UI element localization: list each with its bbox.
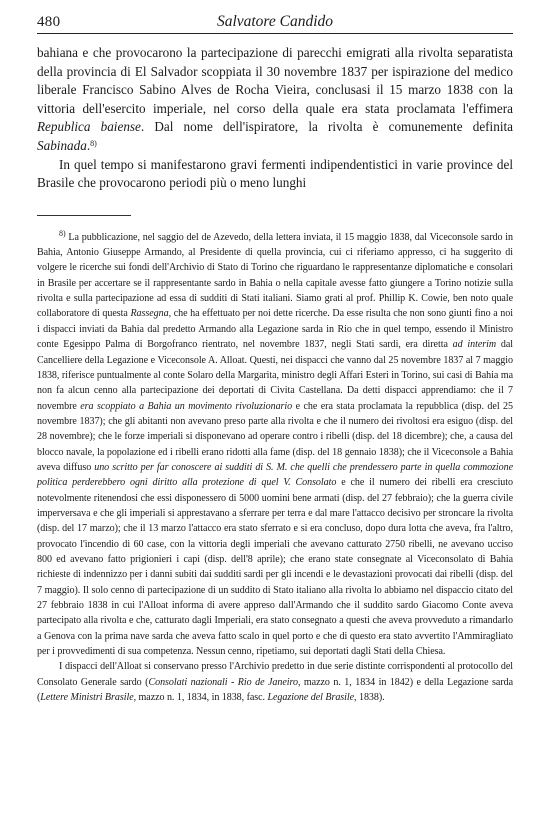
text-run: dal Cancelliere della Legazione e Viceconsole A. Alloat. Questi, nei dispacci che vanno dal 25 novembre 1837 al 7 maggio 1838, riferisce puntualmente al conte Solaro della Margarita, ministro degli Affari Esteri in Torino, sui casi di Bahia ma non fa alcun cenno alla partecipazione dei deportati di Civita Castellana. Da detti dispacci apprendiamo: che il 7 novembre	[37, 339, 513, 412]
running-head	[37, 13, 513, 34]
italic-text: Republica baiense	[37, 119, 141, 135]
footnote-separator	[37, 215, 131, 216]
text-run: e che il numero dei ribelli era cresciuto notevolmente ritenendosi che essi disponessero di 5000 uomini bene armati (disp. del 27 febbraio); che la guerra civile imperversava e che gli imperiali si apprestavano a sferrare per terra e dal mare l'attacco decisivo per stroncare la rivolta (disp. del 17 marzo); che il 13 marzo l'attacco era stato sferrato e si era concluso, dopo dura lotta che aveva, fra l'altro, provocato l'incendio di 60 case, con la vittoria degli imperiali che avevano catturato 2750 ribelli, ne avevano ucciso 800 ed avevano fatto prigionieri i capi (disp. dell'8 aprile); che erano state consegnate al Viceconsolato di Bahia richieste di indennizzo per i danni subiti dai sudditi sardi per gli incendi e le devastazioni provocati dai ribelli (disp. del 7 maggio). Il solo cenno di partecipazione di un suddito di Stato italiano alla rivolta lo abbiamo nel dispaccio citato del 27 febbraio 1838 in cui l'Alloat informa di avere appreso dall'Armando che il suddito sardo Giacomo Conte aveva partecipato alla rivolta e che, catturato dagli Imperiali, era stato consegnato a questi che aveva provveduto a rimandarlo a Genova con la prima nave sarda che aveva fatto scalo in quel porto e che di questo era stato avvertito l'Ammiragliato per i provvedimenti di sua competenza. Nessun cenno, ripetiamo, sui deportati dagli Stati della Chiesa.	[37, 477, 513, 658]
text-run: . Dal nome dell'ispiratore, la rivolta è comunemente definita	[140, 119, 513, 135]
italic-text: era scoppiato a Bahia un movimento rivoluzionario	[80, 400, 293, 412]
text-run: , 1838).	[354, 692, 385, 704]
italic-text: uno scritto per far conoscere ai sudditi di S. M. che quelli che prendessero parte in quella commozione politica perderebbero ogni diritto alla protezione di quel V. Consolato	[37, 461, 513, 489]
text-run: La pubblicazione, nel saggio del de Azevedo, della lettera inviata, il 15 maggio 1838, dal Viceconsole sardo in Bahia, Antonio Giuseppe Armando, al Presidente di quella provincia, cui ci riferiamo appresso, ci ha suggerito di volgere le ricerche sui fondi dell'Archivio di Stato di Torino che riguardano le rappresentanze diplomatiche e consolari in Brasile per accertare se il rappresentante sardo in Bahia o nella capitale avesse fatto giungere a Torino notizie sulla rivolta e sulla partecipazione ad essa di sudditi di Stati italiani. Siamo grati al prof. Phillip K. Cowie, ben noto quale collaboratore di questa	[37, 231, 513, 320]
text-run: In quel tempo si manifestarono gravi fermenti indipendentistici in varie province del Brasile che provocarono periodi più o meno lunghi	[37, 156, 513, 191]
page-number: 480	[37, 14, 61, 30]
footnote-marker: 8)	[90, 138, 97, 148]
body-paragraph-2	[37, 156, 513, 193]
text-run: bahiana e che provocarono la partecipazione di parecchi emigrati alla rivolta separatista della provincia di El Salvador scoppiata il 30 novembre 1837 per ispirazione del medico liberale Francisco Sabino Alves de Rocha Vieira, conclusasi il 15 marzo 1838 con la vittoria dell'esercito imperiale, nel corso della quale era stata proclamata l'effimera	[37, 45, 513, 116]
footnote-8	[37, 230, 513, 706]
text-run: , mazzo n. 1, 1834 in 1842) e della Legazione sarda (	[37, 676, 514, 704]
running-title: Salvatore Candido	[216, 13, 334, 30]
text-run: , mazzo n. 1, 1834, in 1838, fasc.	[133, 692, 268, 704]
text-run: .	[86, 137, 91, 153]
italic-text: Legazione del Brasile	[267, 692, 355, 704]
italic-text: Consolati nazionali - Rio de Janeiro	[148, 676, 298, 688]
text-run: e che era stata proclamata la repubblica (disp. del 25 novembre 1837); che gli abitanti non avevano preso parte alla rivolta e che il numero dei rivoltosi era esiguo (disp. del 28 novembre); che le forze imperiali si disponevano ad operare contro i ribelli (disp. del 18 dicembre); che, a causa del blocco navale, la popolazione ed i ribelli erano ridotti alla fame (disp. del 18 gennaio 1838); che il Viceconsole a Bahia aveva diffuso	[37, 400, 513, 473]
text-run: I dispacci dell'Alloat si conservano presso l'Archivio predetto in due serie distinte corrispondenti al protocollo del Consolato Generale sardo (	[37, 661, 513, 688]
footnote-paragraph-2	[37, 659, 513, 705]
italic-text: Lettere Ministri Brasile	[40, 692, 134, 704]
body-paragraph-1	[37, 44, 513, 156]
footnote-paragraph-1	[37, 230, 513, 660]
italic-text: Sabinada	[37, 137, 87, 153]
main-text	[37, 44, 513, 193]
text-run: , che ha effettuato per noi dette ricerche. Da esse risulta che non sono giunti fino a noi i dispacci inviati da Bahia dal predetto Armando alla Legazione sarda in Rio che in quel tempo, essendo il Ministro conte Egesippo Palma di Borgofranco rientrato, nel novembre 1837, negli Stati sardi, era diretta	[37, 308, 513, 351]
italic-text: ad interim	[452, 339, 497, 351]
italic-text: Rassegna	[130, 308, 169, 320]
footnote-marker: 8)	[59, 228, 66, 238]
